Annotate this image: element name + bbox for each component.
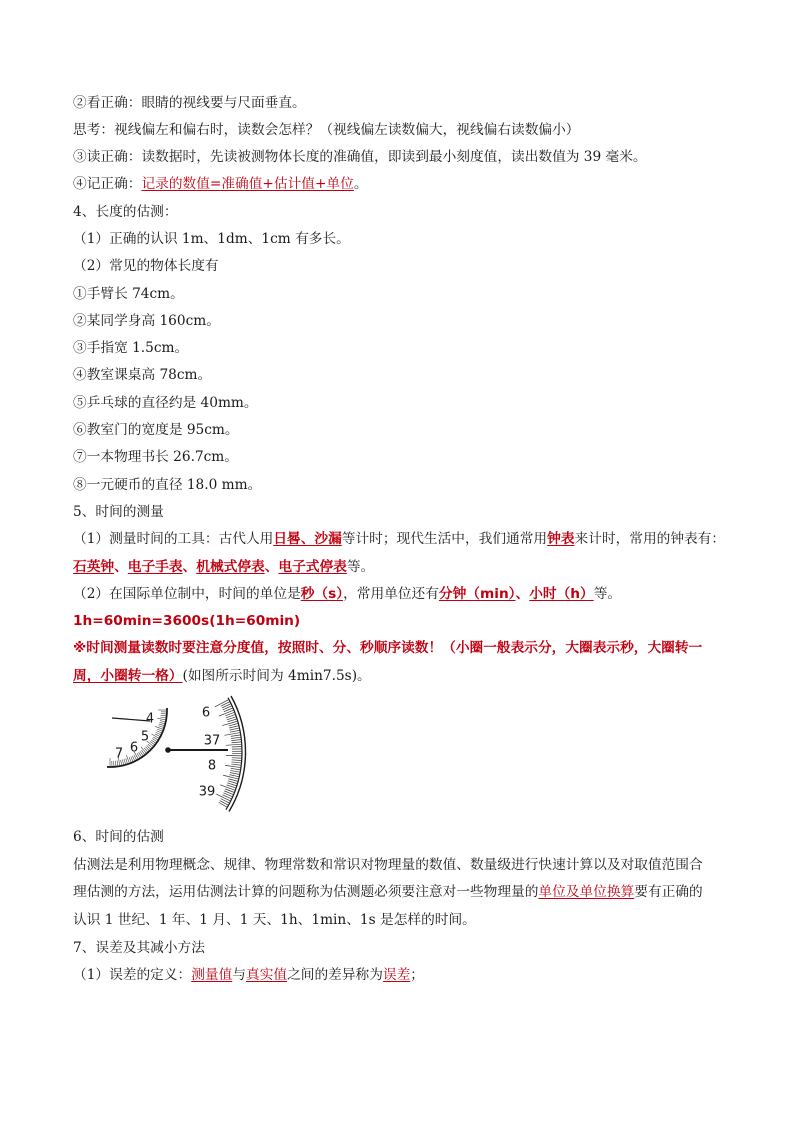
separator: 、 — [264, 558, 279, 575]
highlight-term: 电子手表 — [127, 558, 183, 575]
section-heading-error — [73, 935, 703, 963]
line-text: 要有正确的 — [634, 884, 703, 901]
line-text: ； — [410, 967, 424, 984]
dial-tick — [160, 721, 165, 722]
highlight-term: 单位及单位换算 — [538, 884, 635, 901]
text-line — [73, 879, 703, 907]
text-line — [73, 907, 703, 935]
line-text: ②看正确：眼睛的视线要与尺面垂直。 — [73, 94, 306, 111]
line-text: (如图所示时间为 4min7.5s)。 — [182, 667, 371, 684]
list-item — [73, 417, 725, 444]
highlight-term: 机械式停表 — [196, 558, 265, 575]
dial-tick — [232, 760, 242, 761]
dial-tick — [157, 729, 162, 731]
second-dial — [215, 696, 246, 811]
line-text: 。 — [353, 176, 368, 193]
line-text: 理估测的方法，运用估测法计算的问题称为估测题必须要注意对一些物理量的 — [73, 884, 539, 901]
line-text: 与 — [232, 967, 246, 984]
text-line — [73, 526, 725, 553]
dial-tick — [230, 770, 240, 772]
line-text: 来计时，常用的钟表有： — [574, 531, 726, 548]
highlight-term: 日晷、沙漏 — [273, 531, 342, 548]
dial-tick — [161, 715, 166, 716]
dial-tick — [225, 765, 241, 767]
list-item — [73, 281, 725, 308]
text-line — [73, 962, 703, 990]
separator: 、 — [515, 585, 530, 602]
dial-tick — [156, 732, 161, 734]
reading-note-continued — [73, 663, 725, 690]
dial-tick — [141, 747, 146, 754]
minute-dial-label: 7 — [114, 746, 124, 762]
second-dial-labels — [199, 706, 221, 800]
dial-tick — [115, 761, 116, 766]
minute-hand — [112, 718, 150, 721]
line-text: 认识 1 世纪、1 年、1 月、1 天、1h、1min、1s 是怎样的时间。 — [73, 911, 476, 928]
dial-tick — [230, 730, 240, 732]
thinking-question — [73, 117, 725, 144]
list-item — [73, 335, 725, 362]
dial-tick — [228, 779, 238, 782]
highlight-term: 误差 — [382, 967, 411, 984]
dial-tick — [159, 724, 164, 726]
dial-tick — [232, 762, 242, 763]
highlight-term: 石英钟 — [73, 558, 115, 575]
dial-tick — [129, 757, 131, 762]
highlight-term: 真实值 — [246, 967, 288, 984]
dial-tick — [126, 759, 128, 764]
line-text: （1）正确的认识 1m、1dm、1cm 有多长。 — [73, 230, 350, 247]
separator: 、 — [182, 558, 197, 575]
line-text: 思考：视线偏左和偏右时，读数会怎样？（视线偏左读数偏大，视线偏右读数偏小） — [73, 121, 580, 138]
text-line — [73, 852, 703, 880]
dial-tick — [229, 723, 239, 726]
dial-tick — [230, 728, 240, 730]
line-text: 估测法是利用物理概念、规律、物理常数和常识对物理量的数值、数量级进行快速计算以及对取值范围合 — [73, 856, 703, 873]
dial-tick — [230, 773, 240, 775]
dial-tick — [132, 756, 134, 761]
highlight-note: 周，小圈转一格） — [73, 667, 183, 684]
dial-tick — [220, 785, 235, 790]
line-text: 之间的差异称为 — [287, 967, 383, 984]
section-heading: 6、时间的估测 — [73, 829, 164, 846]
dial-tick — [222, 704, 231, 708]
dial-tick — [221, 799, 230, 804]
reading-note — [73, 635, 725, 662]
list-item-text: ⑤乒乓球的直径约是 40mm。 — [73, 394, 258, 411]
dial-tick — [222, 721, 237, 725]
step-read-correctly — [73, 144, 725, 171]
minute-dial-label: 5 — [140, 729, 150, 745]
second-dial-label: 8 — [207, 758, 217, 774]
highlight-formula: 1h=60min=3600s(1h=60min) — [73, 613, 301, 630]
text-line — [73, 253, 725, 280]
dial-tick — [152, 734, 159, 738]
text-line — [73, 226, 725, 253]
dial-tick — [159, 726, 164, 728]
dial-tick — [231, 740, 241, 741]
line-text: 等。 — [593, 585, 622, 602]
dial-tick — [225, 733, 241, 736]
separator: 、 — [114, 558, 128, 575]
list-item-text: ②某同学身高 160cm。 — [73, 312, 220, 329]
dial-tick — [231, 764, 241, 765]
dial-tick — [161, 717, 166, 718]
dial-tick — [226, 744, 242, 745]
list-item-text: ⑥教室门的宽度是 95cm。 — [73, 422, 239, 439]
second-hand-pivot — [165, 747, 171, 753]
line-text: 等。 — [346, 558, 375, 575]
dial-tick — [219, 802, 228, 807]
step-record-correctly — [73, 171, 725, 198]
dial-tick — [226, 755, 242, 756]
step-look-correctly — [73, 90, 725, 117]
highlight-term: 钟表 — [547, 531, 575, 548]
minute-dial-label: 6 — [129, 740, 139, 756]
section-heading-time-measurement — [73, 499, 725, 526]
line-text: ③读正确：读数据时，先读被测物体长度的准确值，即读到最小刻度值，读出数值为 39 毫米。 — [73, 149, 647, 166]
line-text: 等计时；现代生活中，我们通常用 — [341, 531, 548, 548]
record-rule-highlight: 记录的数值=准确值+估计值+单位 — [141, 176, 354, 193]
unit-conversion — [73, 608, 725, 635]
list-item-text: ④教室课桌高 78cm。 — [73, 367, 212, 384]
section-heading: 7、误差及其减小方法 — [73, 939, 205, 956]
list-item — [73, 472, 725, 499]
line-text: （2）常见的物体长度有 — [73, 258, 219, 275]
dial-tick — [159, 722, 164, 723]
dial-tick — [231, 735, 241, 737]
second-dial-label: 37 — [203, 733, 221, 749]
dial-tick — [131, 757, 133, 762]
highlight-term: 秒（s） — [300, 585, 344, 602]
line-text: （1）测量时间的工具：古代人用 — [73, 531, 274, 548]
section-heading-time-estimation — [73, 824, 703, 852]
highlight-term: 电子式停表 — [278, 558, 347, 575]
dial-tick — [221, 702, 230, 707]
text-line — [73, 554, 725, 581]
section-heading-length-estimation — [73, 199, 725, 226]
dial-tick — [229, 726, 239, 728]
list-item — [73, 308, 725, 335]
line-text: （1）误差的定义： — [73, 967, 192, 984]
section-heading: 4、长度的估测： — [73, 203, 178, 220]
line-text: （2）在国际单位制中，时间的单位是 — [73, 585, 301, 602]
highlight-term: 测量值 — [191, 967, 233, 984]
list-item-text: ①手臂长 74cm。 — [73, 285, 184, 302]
list-item — [73, 362, 725, 389]
list-item — [73, 444, 725, 471]
dial-tick — [232, 758, 242, 759]
dial-tick — [232, 742, 242, 743]
stopwatch-diagram — [100, 692, 260, 818]
dial-tick — [231, 768, 241, 770]
line-text: ④记正确： — [73, 176, 142, 193]
dial-tick — [157, 718, 165, 719]
dial-tick — [231, 737, 241, 738]
list-item — [73, 390, 725, 417]
list-item-text: ⑧一元硬币的直径 18.0 mm。 — [73, 476, 262, 493]
section-heading: 5、时间的测量 — [73, 503, 164, 520]
dial-tick — [157, 731, 162, 733]
second-dial-label: 39 — [198, 784, 216, 800]
dial-tick — [223, 795, 232, 799]
notes-time-estimation-and-error — [73, 824, 703, 990]
list-item-text: ⑦一本物理书长 26.7cm。 — [73, 449, 238, 466]
highlight-term: 分钟（min） — [438, 585, 516, 602]
notes-length-and-time-measurement — [73, 90, 725, 691]
text-line — [73, 581, 725, 608]
dial-tick — [220, 801, 229, 806]
dial-tick — [124, 759, 126, 764]
minute-dial-label: 4 — [145, 711, 155, 727]
highlight-note: ※时间测量读数时要注意分度值，按照时、分、秒顺序读数！（小圈一般表示分，大圈表示秒，大圈转一 — [73, 640, 703, 657]
line-text: ，常用单位还有 — [343, 585, 439, 602]
second-dial-label: 6 — [201, 705, 211, 721]
list-item-text: ③手指宽 1.5cm。 — [73, 340, 189, 357]
highlight-term: 小时（h） — [529, 585, 594, 602]
dial-tick — [229, 775, 239, 777]
